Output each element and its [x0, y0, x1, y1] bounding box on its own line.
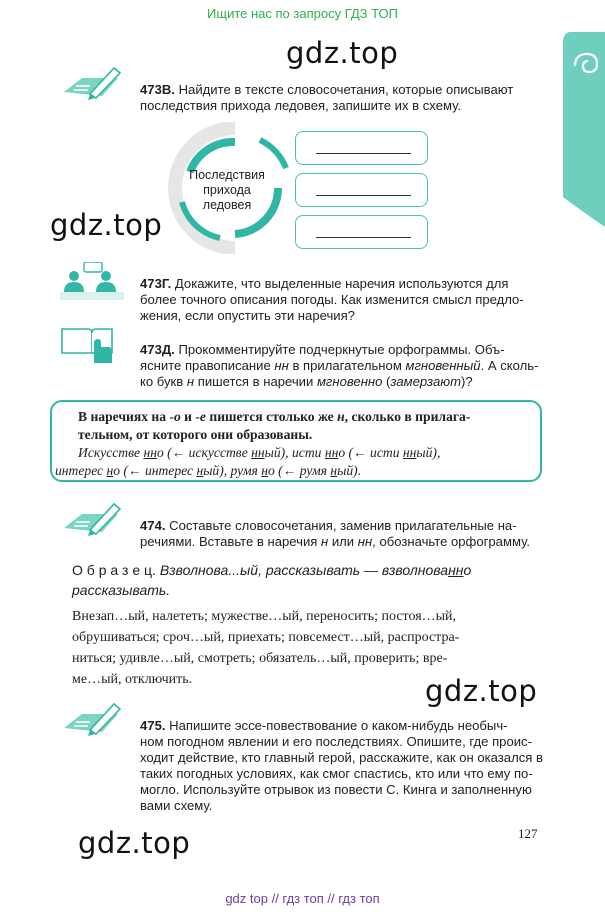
watermark: gdz.top [425, 674, 538, 708]
exercise-473v-text: 473В. Найдите в тексте словосочетания, которые описывают последствия прихода ледовея, запишите их в схему. [140, 82, 514, 113]
footer-links: gdz top // гдз топ // гдз топ [225, 891, 380, 906]
pencil-paper-icon [62, 502, 128, 538]
sample: О б р а з е ц. Взволнова...ый, рассказывать — взволнованно рассказывать. [72, 562, 472, 598]
exercise-474-body: Внезап…ый, налететь; мужестве…ый, переносить; постоя…ый, обрушиваться; сроч…ый, приехать; повсемест…ый, распростра- ниться; удивле…ый, смотреть; обязатель…ый, проверить; вре- ме…ый, отключить. [72, 609, 460, 687]
exercise-473d-text: 473Д. Прокомментируйте подчеркнутые орфограммы. Объ- ясните правописание нн в прилагательном мгновенный. А сколь- ко букв н пишется в наречии мгновенно (замерзают)? [140, 342, 539, 389]
pencil-paper-icon [62, 66, 128, 102]
exercise-473g-text: 473Г. Докажите, что выделенные наречия используются для более точного описания погоды. Как изменится смысл предло- жения, если опустить эти наречия? [140, 276, 524, 323]
watermark: gdz.top [286, 36, 399, 70]
watermark: gdz.top [78, 826, 191, 860]
scheme-center-label: Последствия прихода ледовея [189, 168, 265, 212]
page-number: 127 [518, 826, 538, 841]
discussion-icon [60, 262, 124, 300]
rule-examples: интерес но (← интерес ный), румя но (← румя ный). [55, 463, 362, 478]
pencil-paper-icon [62, 702, 128, 738]
scheme-answer-box [295, 173, 428, 207]
scheme-answer-box [295, 131, 428, 165]
exercise-475-text: 475. Напишите эссе-повествование о каком-нибудь необыч- ном погодном явлении и его последствиях. Опишите, где проис- ходит действие, кто главный герой, расскажите, как он оказался в таких погодных условиях, как смог спастись, кто или что ему по- могло. Используйте отрывок из повести С. Кинга и заполненную вами схему. [140, 718, 543, 813]
top-banner: Ищите нас по запросу ГДЗ ТОП [207, 6, 398, 21]
chapter-tab [563, 32, 605, 227]
scheme-answer-box [295, 215, 428, 249]
rule-text: В наречиях на -о и -е пишется столько же н, сколько в прилага- тельном, от которого они образованы. [78, 409, 471, 442]
exercise-474-text: 474. Составьте словосочетания, заменив прилагательные на- речиями. Вставьте в наречия н или нн, обозначьте орфограмму. [140, 518, 530, 549]
touch-book-icon [60, 325, 124, 365]
watermark: gdz.top [50, 208, 163, 242]
rule-examples: Искусстве нно (← искусстве нный), исти нно (← исти нный), [78, 445, 441, 460]
